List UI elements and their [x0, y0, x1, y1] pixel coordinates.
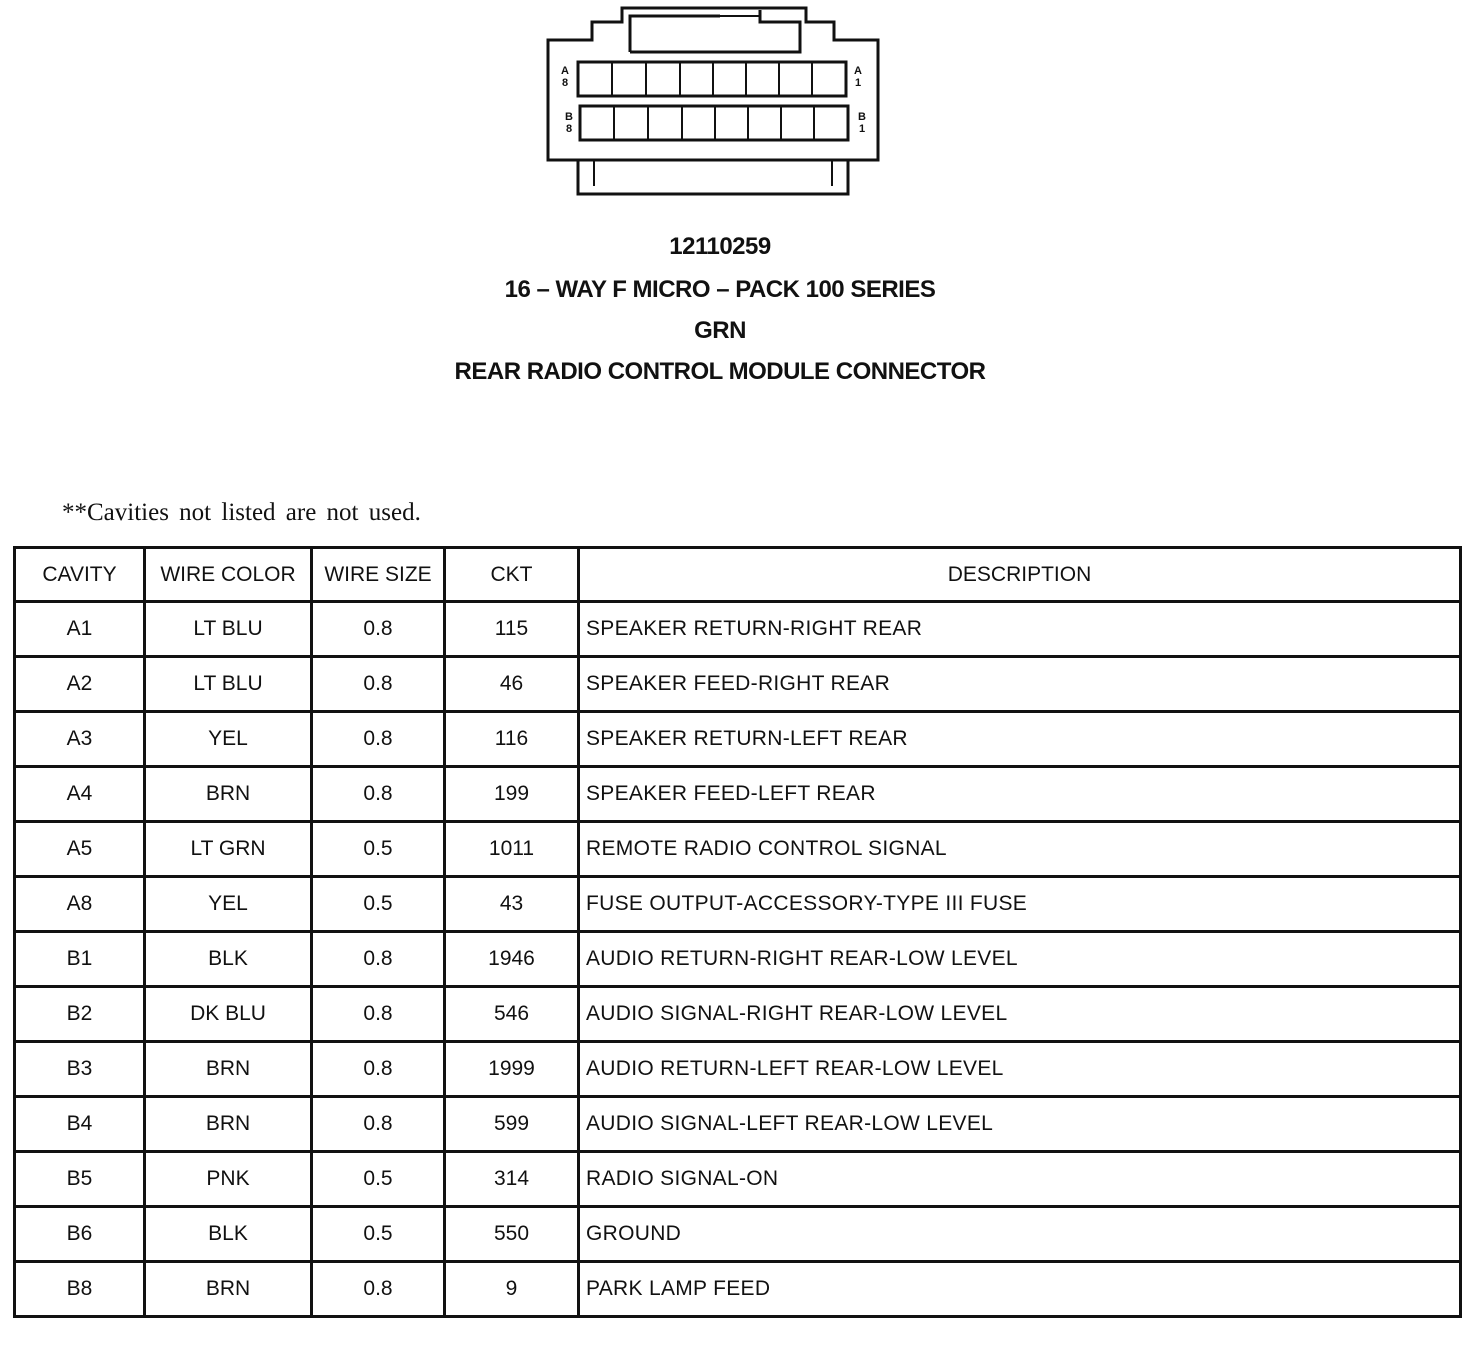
cell-cavity: A2 — [15, 657, 145, 712]
col-header-wire-color: WIRE COLOR — [145, 548, 312, 602]
unused-cavities-note: **Cavities not listed are not used. — [62, 499, 421, 526]
cell-cavity: B3 — [15, 1042, 145, 1097]
cell-wire-color: BRN — [145, 1262, 312, 1317]
table-row — [15, 767, 1461, 822]
cell-ckt: 599 — [445, 1097, 579, 1152]
cell-wire-size: 0.8 — [312, 712, 445, 767]
cell-wire-color: YEL — [145, 712, 312, 767]
connector-latch — [630, 10, 800, 52]
cell-cavity: B4 — [15, 1097, 145, 1152]
cell-ckt: 9 — [445, 1262, 579, 1317]
row-a-right-label: A 1 — [854, 65, 862, 89]
pinout-table — [13, 546, 1462, 1318]
cell-description: AUDIO RETURN-RIGHT REAR-LOW LEVEL — [579, 932, 1461, 987]
cell-ckt: 43 — [445, 877, 579, 932]
table-row — [15, 657, 1461, 712]
table-row — [15, 1152, 1461, 1207]
cell-description: SPEAKER RETURN-LEFT REAR — [579, 712, 1461, 767]
row-a-left-label: A 8 — [561, 65, 569, 89]
table-row — [15, 712, 1461, 767]
table-row — [15, 877, 1461, 932]
cell-cavity: B6 — [15, 1207, 145, 1262]
cell-ckt: 550 — [445, 1207, 579, 1262]
cell-wire-size: 0.8 — [312, 657, 445, 712]
cell-wire-size: 0.8 — [312, 1097, 445, 1152]
cell-ckt: 199 — [445, 767, 579, 822]
table-row — [15, 987, 1461, 1042]
cell-ckt: 115 — [445, 602, 579, 657]
col-header-ckt: CKT — [445, 548, 579, 602]
cell-description: AUDIO SIGNAL-LEFT REAR-LOW LEVEL — [579, 1097, 1461, 1152]
cell-wire-color: BLK — [145, 1207, 312, 1262]
cell-wire-color: BRN — [145, 1097, 312, 1152]
cell-wire-color: LT GRN — [145, 822, 312, 877]
cell-ckt: 1946 — [445, 932, 579, 987]
cell-wire-color: DK BLU — [145, 987, 312, 1042]
cell-wire-color: YEL — [145, 877, 312, 932]
table-row — [15, 932, 1461, 987]
connector-color: GRN — [694, 317, 746, 344]
cell-wire-size: 0.8 — [312, 932, 445, 987]
cell-wire-size: 0.5 — [312, 877, 445, 932]
table-row — [15, 1262, 1461, 1317]
cell-ckt: 546 — [445, 987, 579, 1042]
cell-ckt: 1011 — [445, 822, 579, 877]
cell-description: AUDIO RETURN-LEFT REAR-LOW LEVEL — [579, 1042, 1461, 1097]
pinout-table-body — [15, 602, 1461, 1317]
cell-cavity: B2 — [15, 987, 145, 1042]
col-header-description: DESCRIPTION — [579, 548, 1461, 602]
cell-wire-size: 0.8 — [312, 1042, 445, 1097]
cell-cavity: A8 — [15, 877, 145, 932]
cell-cavity: A5 — [15, 822, 145, 877]
cell-description: GROUND — [579, 1207, 1461, 1262]
table-row — [15, 822, 1461, 877]
col-header-cavity: CAVITY — [15, 548, 145, 602]
table-row — [15, 1207, 1461, 1262]
cell-description: AUDIO SIGNAL-RIGHT REAR-LOW LEVEL — [579, 987, 1461, 1042]
connector-type: 16 – WAY F MICRO – PACK 100 SERIES — [504, 276, 936, 303]
cell-wire-color: BRN — [145, 1042, 312, 1097]
cell-ckt: 46 — [445, 657, 579, 712]
cell-description: SPEAKER FEED-LEFT REAR — [579, 767, 1461, 822]
cell-wire-color: LT BLU — [145, 657, 312, 712]
row-b-right-label: B 1 — [858, 111, 866, 135]
cell-description: FUSE OUTPUT-ACCESSORY-TYPE III FUSE — [579, 877, 1461, 932]
connector-bottom-key — [578, 160, 848, 194]
table-row — [15, 602, 1461, 657]
cell-cavity: A3 — [15, 712, 145, 767]
table-row — [15, 1097, 1461, 1152]
cell-cavity: A1 — [15, 602, 145, 657]
cell-description: RADIO SIGNAL-ON — [579, 1152, 1461, 1207]
cell-wire-size: 0.5 — [312, 1152, 445, 1207]
cell-cavity: A4 — [15, 767, 145, 822]
cell-wire-size: 0.8 — [312, 1262, 445, 1317]
cell-ckt: 1999 — [445, 1042, 579, 1097]
row-b-left-label: B 8 — [565, 111, 573, 135]
cell-description: SPEAKER RETURN-RIGHT REAR — [579, 602, 1461, 657]
cell-wire-size: 0.5 — [312, 822, 445, 877]
cell-description: PARK LAMP FEED — [579, 1262, 1461, 1317]
connector-diagram — [0, 0, 1472, 210]
cell-description: SPEAKER FEED-RIGHT REAR — [579, 657, 1461, 712]
part-number: 12110259 — [669, 233, 771, 260]
col-header-wire-size: WIRE SIZE — [312, 548, 445, 602]
cell-wire-color: PNK — [145, 1152, 312, 1207]
table-header-row — [15, 548, 1461, 602]
table-row — [15, 1042, 1461, 1097]
cell-description: REMOTE RADIO CONTROL SIGNAL — [579, 822, 1461, 877]
cell-wire-color: LT BLU — [145, 602, 312, 657]
cell-ckt: 314 — [445, 1152, 579, 1207]
connector-name: REAR RADIO CONTROL MODULE CONNECTOR — [454, 358, 986, 385]
cell-wire-color: BLK — [145, 932, 312, 987]
cell-cavity: B1 — [15, 932, 145, 987]
cell-wire-size: 0.5 — [312, 1207, 445, 1262]
cell-wire-size: 0.8 — [312, 767, 445, 822]
cell-wire-color: BRN — [145, 767, 312, 822]
cell-ckt: 116 — [445, 712, 579, 767]
cell-wire-size: 0.8 — [312, 602, 445, 657]
cell-cavity: B8 — [15, 1262, 145, 1317]
cell-cavity: B5 — [15, 1152, 145, 1207]
cell-wire-size: 0.8 — [312, 987, 445, 1042]
